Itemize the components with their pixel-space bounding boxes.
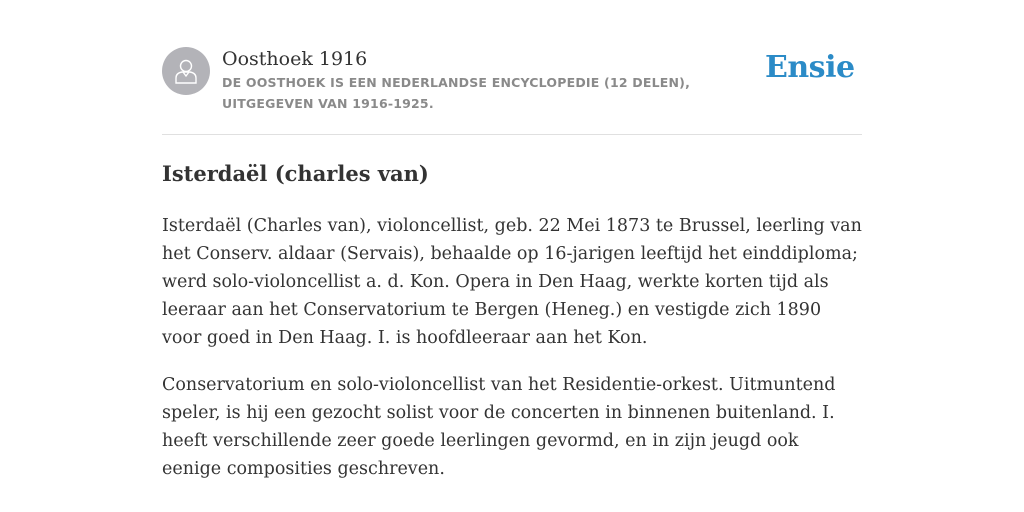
- article-body: [162, 212, 862, 502]
- source-header: [162, 47, 862, 135]
- author-info: [222, 47, 762, 114]
- author-description: DE OOSTHOEK IS EEN NEDERLANDSE ENCYCLOPEDIE (12 DELEN), UITGEGEVEN VAN 1916-1925.: [222, 75, 691, 111]
- article-paragraph: Isterdaël (Charles van), violoncellist, geb. 22 Mei 1873 te Brussel, leerling van het Conserv. aldaar (Servais), behaalde op 16-jarigen leeftijd het einddiploma; werd solo-violoncellist a. d. Kon. Opera in Den Haag, werkte korten tijd als leeraar aan het Conservatorium te Bergen (Heneg.) en vestigde zich 1890 voor goed in Den Haag. I. is hoofdleeraar aan het Kon.: [162, 216, 862, 348]
- avatar[interactable]: [162, 47, 210, 95]
- author-name[interactable]: Oosthoek 1916: [222, 48, 368, 70]
- article-title: Isterdaël (charles van): [162, 161, 429, 186]
- article-paragraph: Conservatorium en solo-violoncellist van het Residentie-orkest. Uitmuntend speler, is hij een gezocht solist voor de concerten in binnenen buitenland. I. heeft verschillende zeer goede leerlingen gevormd, en in zijn jeugd ook eenige composities geschreven.: [162, 375, 836, 479]
- user-icon: [174, 58, 198, 84]
- ensie-logo[interactable]: Ensie: [765, 50, 855, 85]
- page: [162, 0, 862, 512]
